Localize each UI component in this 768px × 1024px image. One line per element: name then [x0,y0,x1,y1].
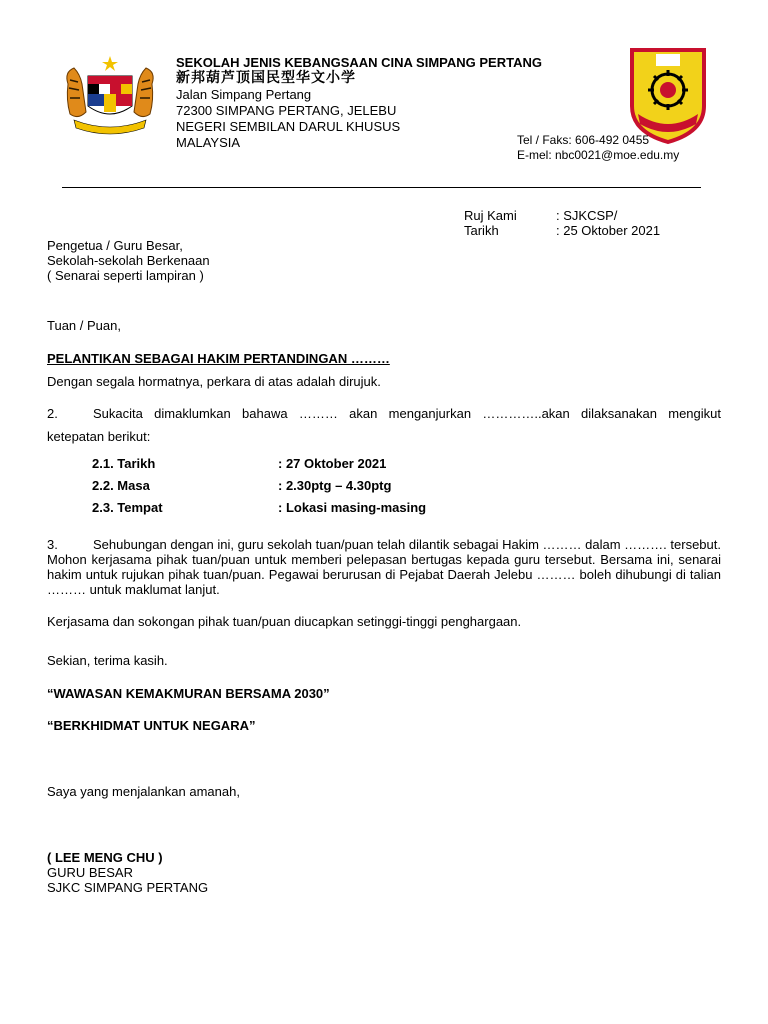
address-line-2: 72300 SIMPANG PERTANG, JELEBU [176,103,397,118]
sekian-line: Sekian, terima kasih. [47,653,168,668]
closing-thanks: Kerjasama dan sokongan pihak tuan/puan diucapkan setinggi-tinggi penghargaan. [47,614,522,629]
schedule-label: 2.1. Tarikh [92,455,156,471]
header-divider [62,187,701,188]
coat-of-arms-logo [60,54,160,144]
signatory-title: GURU BESAR [47,865,133,880]
reference-block [464,208,660,238]
recipient-line-1: Pengetua / Guru Besar, [47,238,183,253]
paragraph-2-number: 2. [47,406,58,421]
signatory-organisation: SJKC SIMPANG PERTANG [47,880,209,895]
signature-block [47,850,721,895]
contact-info [517,133,679,163]
address-line-3: NEGERI SEMBILAN DARUL KHUSUS [176,119,401,134]
schedule-item [92,474,426,496]
paragraph-3 [47,537,721,597]
schedule-label: 2.2. Masa [92,477,150,493]
paragraph-2-text: Sukacita dimaklumkan bahawa ……… akan menganjurkan …………..akan dilaksanakan mengikut [93,406,721,421]
email-address: E-mel: nbc0021@moe.edu.my [517,148,680,162]
schedule-list [92,452,426,518]
paragraph-2-continued: ketepatan berikut: [47,429,151,444]
slogan-wawasan: “WAWASAN KEMAKMURAN BERSAMA 2030” [47,686,330,701]
date-label: Tarikh [464,223,499,238]
paragraph-3-number: 3. [47,537,58,552]
school-logo [628,44,708,146]
subject-line: PELANTIKAN SEBAGAI HAKIM PERTANDINGAN ……… [47,351,390,366]
paragraph-3-text: Sehubungan dengan ini, guru sekolah tuan/puan telah dilantik sebagai Hakim ……… dalam ………. tersebut. Mohon kerjasama pihak tuan/puan untuk memberi pelepasan bertugas kepada guru tersebut. Bersama ini, senarai hakim untuk rujukan pihak tuan/puan. Pegawai berurusan di Pejabat Daerah Jelebu ……… boleh dihubungi di talian ……… untuk maklumat lanjut. [47,537,721,597]
schedule-value: : 27 Oktober 2021 [278,455,387,471]
recipient-line-2: Sekolah-sekolah Berkenaan [47,253,210,268]
phone-fax: Tel / Faks: 606-492 0455 [517,133,650,147]
schedule-label: 2.3. Tempat [92,499,163,515]
slogan-berkhidmat: “BERKHIDMAT UNTUK NEGARA” [47,718,256,733]
schedule-value: : 2.30ptg – 4.30ptg [278,477,392,493]
intro-paragraph: Dengan segala hormatnya, perkara di atas adalah dirujuk. [47,374,381,389]
ref-value: : SJKCSP/ [556,208,618,223]
date-value: : 25 Oktober 2021 [556,223,661,238]
address-line-1: Jalan Simpang Pertang [176,87,312,102]
ref-label: Ruj Kami [464,208,517,223]
signatory-name: ( LEE MENG CHU ) [47,850,163,865]
schedule-item [92,496,426,518]
schedule-value: : Lokasi masing-masing [278,499,427,515]
amanah-line: Saya yang menjalankan amanah, [47,784,240,799]
school-name-chinese: 新邦葫芦顶国民型华文小学 [176,70,356,86]
paragraph-2 [47,406,721,421]
recipient-address [47,238,721,283]
salutation: Tuan / Puan, [47,318,121,333]
recipient-line-3: ( Senarai seperti lampiran ) [47,268,204,283]
address-line-4: MALAYSIA [176,135,241,150]
schedule-item [92,452,426,474]
school-name: SEKOLAH JENIS KEBANGSAAN CINA SIMPANG PERTANG [176,55,542,70]
